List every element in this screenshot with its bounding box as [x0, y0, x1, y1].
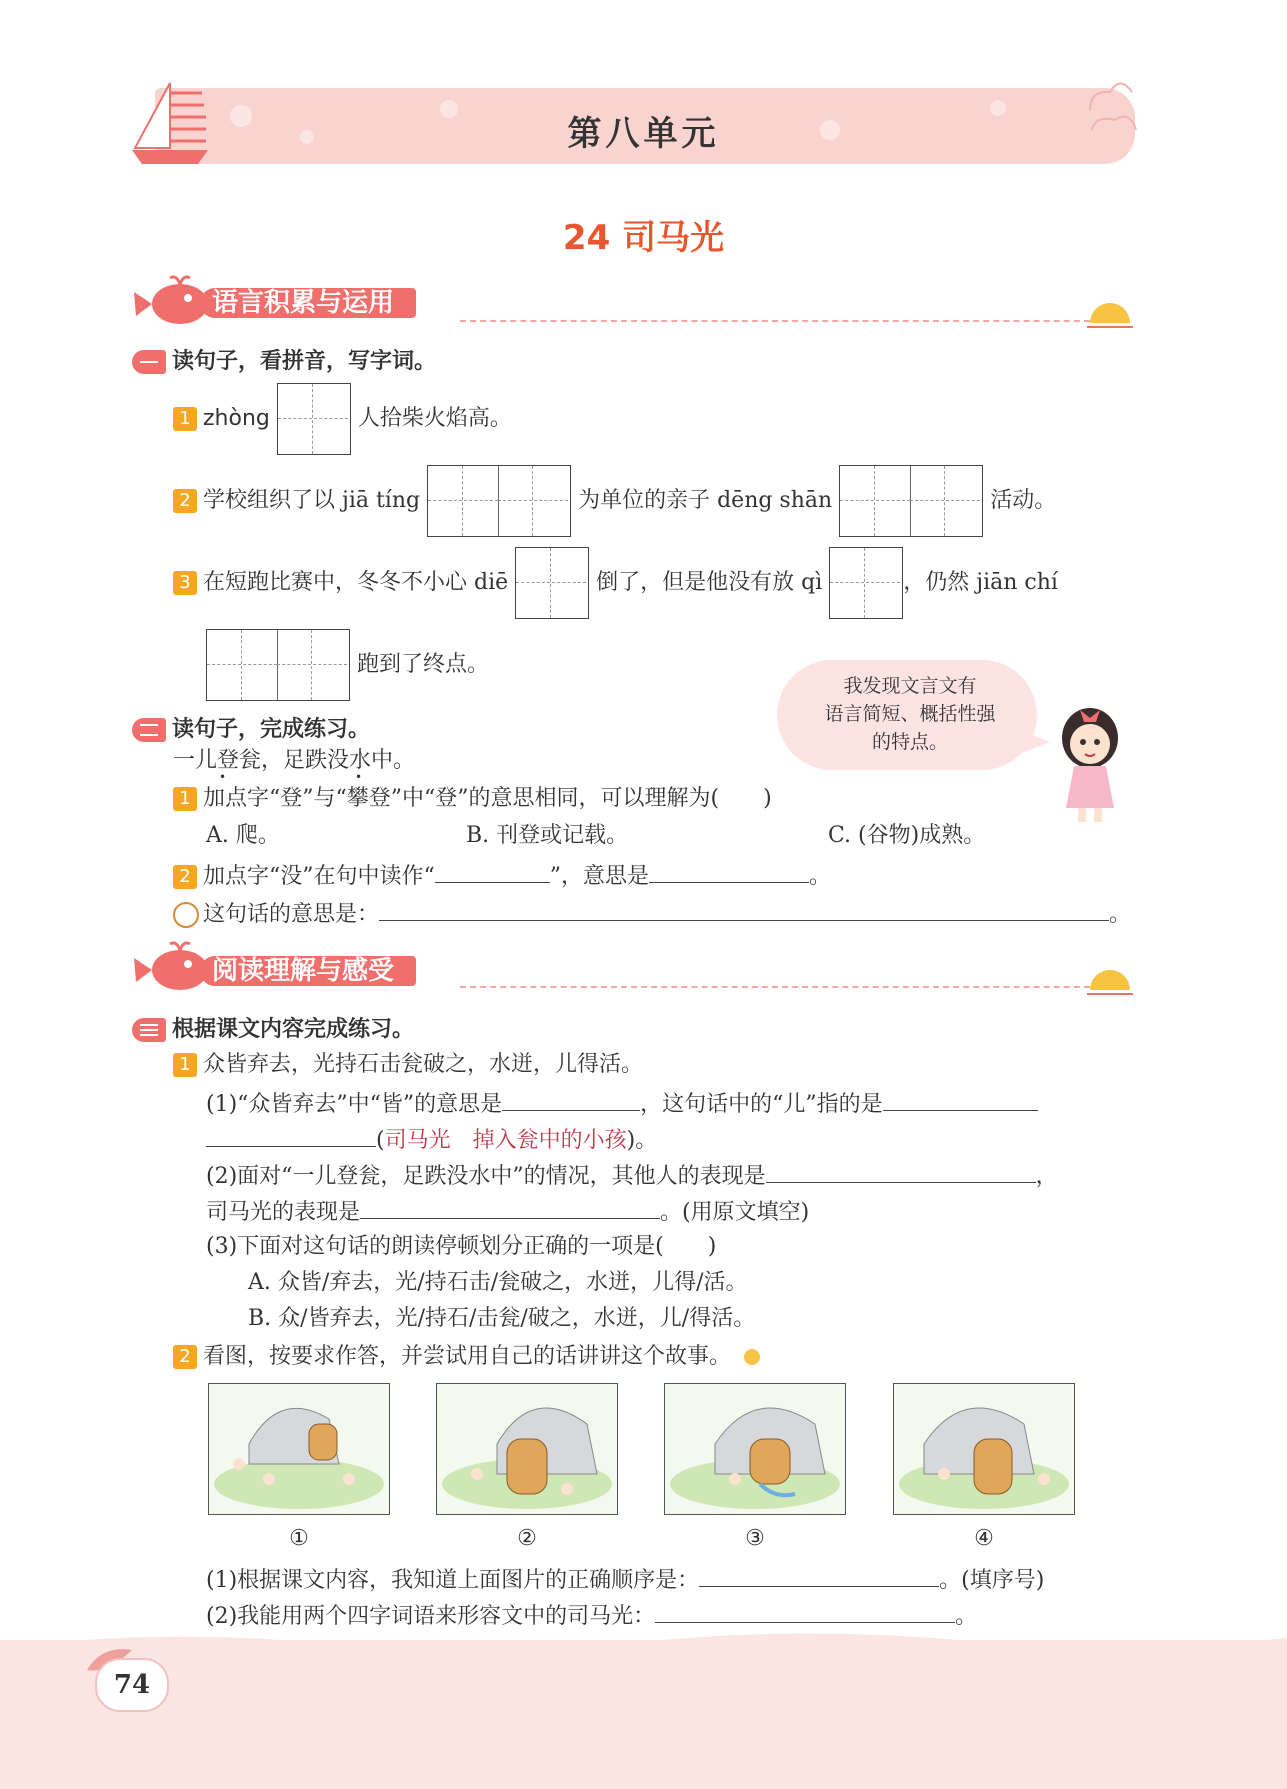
q1-item-3-continued	[206, 629, 489, 701]
flower-icon	[173, 902, 199, 928]
unit-title: 第八单元	[567, 114, 720, 154]
answer-blank[interactable]	[360, 1196, 660, 1219]
q3-2-sub-1: (1)根据课文内容，我知道上面图片的正确顺序是： 。(填序号)	[206, 1564, 1044, 1596]
question-3-head: 根据课文内容完成练习。	[132, 1012, 414, 1043]
item-number: 3	[173, 571, 197, 595]
q3-item-2	[173, 1342, 760, 1372]
question-1-head: 读句子，看拼音，写字词。	[132, 344, 436, 375]
sentence-text: 学校组织了以 jiā tíng	[203, 488, 421, 513]
answer-blank[interactable]	[435, 860, 550, 883]
sentence-text: 跑到了终点。	[357, 652, 490, 677]
picture-label-4: ④	[974, 1526, 994, 1551]
answer-blank[interactable]	[766, 1160, 1036, 1183]
whale-icon	[130, 938, 210, 994]
sentence-text: 活动。	[990, 488, 1057, 513]
emphasis-dot: •	[219, 770, 227, 784]
option-c[interactable]: C. (谷物)成熟。	[828, 823, 986, 848]
answer-blank[interactable]	[649, 860, 809, 883]
whale-icon	[130, 272, 210, 328]
q3-option-a[interactable]: A. 众皆/弃去，光/持石击/瓮破之，水迸，儿得/活。	[248, 1270, 748, 1295]
q3-1-sub-2-cont: 司马光的表现是 。(用原文填空)	[206, 1196, 809, 1228]
question-2-tag	[132, 718, 166, 742]
footer-decoration	[0, 1640, 1287, 1789]
sentence-text: 为单位的亲子 dēng shān	[578, 488, 833, 513]
question-text: 加点字“登”与“攀登”中“登”的意思相同，可以理解为( )	[203, 786, 772, 811]
classical-text: 众皆弃去，光持石击瓮破之，水迸，儿得活。	[203, 1052, 644, 1077]
answer-blank[interactable]	[699, 1564, 939, 1587]
answer-blank[interactable]	[206, 1124, 376, 1147]
q1-item-2	[173, 465, 1056, 537]
question-text: 加点字“没”在句中读作“	[203, 864, 435, 889]
section-divider-2	[460, 986, 1100, 988]
writing-grid[interactable]	[515, 547, 589, 619]
story-picture-3	[664, 1383, 846, 1515]
q2-item-3: 这句话的意思是： 。	[173, 898, 1131, 930]
item-number: 1	[173, 787, 197, 811]
writing-grid[interactable]	[839, 465, 983, 537]
section-divider-1	[460, 320, 1100, 322]
item-number: 2	[173, 865, 197, 889]
sentence-text: ，仍然 jiān chí	[903, 570, 1058, 595]
section-title-2: 阅读理解与感受	[200, 956, 416, 986]
story-picture-4	[893, 1383, 1075, 1515]
answer-blank[interactable]	[883, 1088, 1038, 1111]
answer-blank[interactable]	[502, 1088, 640, 1111]
writing-grid[interactable]	[427, 465, 571, 537]
emphasis-dot: •	[355, 770, 363, 784]
lesson-title: 24 司马光	[562, 218, 725, 258]
writing-grid[interactable]	[829, 547, 903, 619]
pinyin: zhòng	[203, 406, 270, 431]
q2-item-1	[173, 784, 772, 814]
question-text: ”，意思是	[549, 864, 649, 889]
story-picture-2	[436, 1383, 618, 1515]
answer-blank[interactable]	[379, 898, 1109, 921]
q3-1-sub-2: (2)面对“一儿登瓮，足跌没水中”的情况，其他人的表现是 ，	[206, 1160, 1058, 1192]
girl-illustration	[1050, 700, 1130, 825]
bubble-text: 我发现文言文有 语言简短、概括性强 的特点。	[824, 675, 996, 753]
question-1-tag	[132, 350, 166, 374]
sentence-text: 倒了，但是他没有放 qì	[596, 570, 823, 595]
section-title-1: 语言积累与运用	[200, 288, 416, 318]
footer-wave-edge	[0, 1628, 1287, 1658]
question-3-tag	[132, 1018, 166, 1042]
picture-label-2: ②	[517, 1526, 537, 1551]
item-number: 1	[173, 407, 197, 431]
picture-label-1: ①	[289, 1526, 309, 1551]
q3-item-1	[173, 1050, 643, 1080]
question-text: 看图，按要求作答，并尝试用自己的话讲讲这个故事。	[203, 1344, 732, 1369]
writing-grid[interactable]	[277, 383, 351, 455]
sentence-text: 人拾柴火焰高。	[357, 406, 512, 431]
sun-icon	[1085, 295, 1135, 335]
q3-option-b[interactable]: B. 众/皆弃去，光/持石/击瓮/破之，水迸，儿/得活。	[248, 1306, 756, 1331]
sentence-text: 在短跑比赛中，冬冬不小心 diē	[203, 570, 509, 595]
writing-grid[interactable]	[206, 629, 350, 701]
choice-options[interactable]: 司马光 掉入瓮中的小孩	[384, 1128, 627, 1153]
option-b[interactable]: B. 刊登或记载。	[466, 823, 629, 848]
answer-blank[interactable]	[655, 1600, 955, 1623]
q3-1-sub-1-cont: (司马光 掉入瓮中的小孩)。	[206, 1124, 657, 1156]
lightbulb-icon	[744, 1349, 760, 1365]
q3-1-sub-1: (1)“众皆弃去”中“皆”的意思是 ，这句话中的“儿”指的是	[206, 1088, 1038, 1120]
item-number: 2	[173, 489, 197, 513]
sun-icon	[1085, 962, 1135, 1002]
item-number: 2	[173, 1345, 197, 1369]
q3-2-sub-2: (2)我能用两个四字词语来形容文中的司马光： 。	[206, 1600, 977, 1632]
option-a[interactable]: A. 爬。	[206, 823, 280, 848]
question-2-head: 读句子，完成练习。	[132, 712, 370, 743]
page-number: 74	[95, 1658, 169, 1712]
picture-label-3: ③	[745, 1526, 765, 1551]
q3-1-sub-3: (3)下面对这句话的朗读停顿划分正确的一项是( )	[206, 1234, 717, 1259]
story-picture-1	[208, 1383, 390, 1515]
q2-sentence: 一儿登瓮，足跌没水中。	[173, 748, 416, 773]
q1-item-3	[173, 547, 1058, 619]
item-number: 1	[173, 1053, 197, 1077]
question-text: 这句话的意思是：	[203, 902, 380, 927]
q1-item-1	[173, 383, 512, 455]
q2-item-2: 2 加点字“没”在句中读作“ ”，意思是 。	[173, 860, 831, 892]
